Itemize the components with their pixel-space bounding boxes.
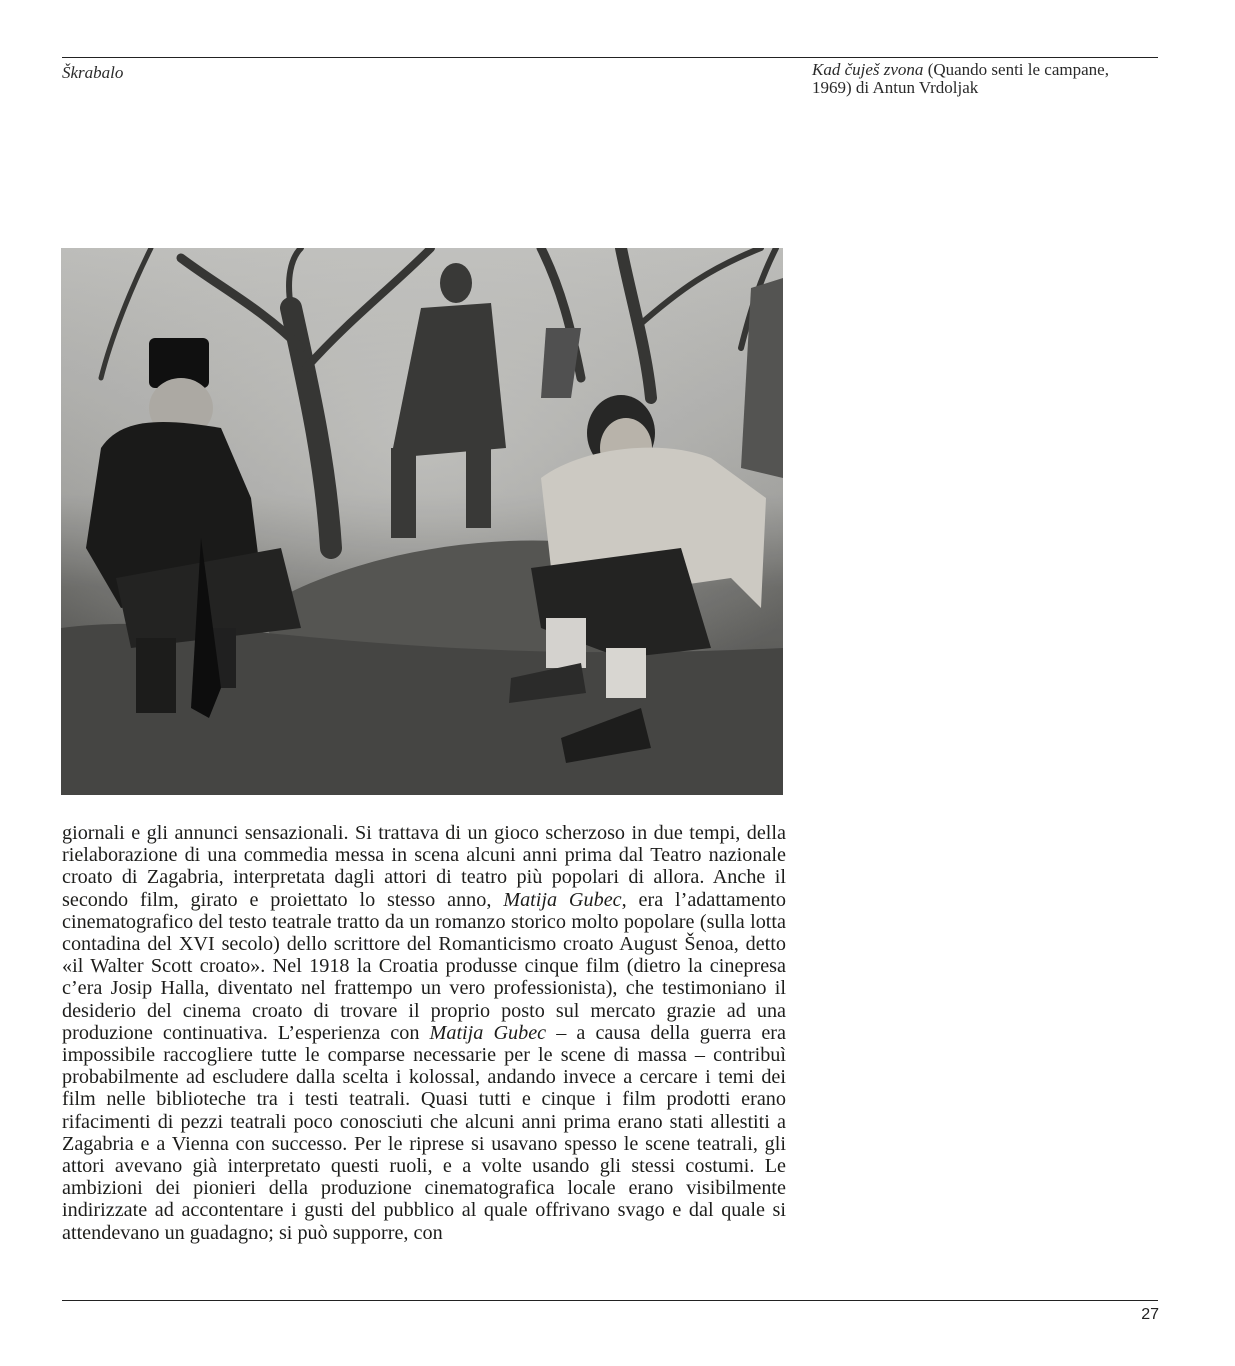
body-text-part-3: – a causa della guerra era impossibile raccogliere tutte le comparse necessarie per le scene di massa – contribuì probabilmente ad escludere dalla scelta i kolossal, andando invece a cercare i temi dei film nelle biblioteche tra i testi teatrali. Quasi tutti e cinque i film prodotti erano rifacimenti di pezzi teatrali poco conosciuti che alcuni anni prima erano stati allestiti a Zagabria e a Vienna con successo. Per le riprese si usavano spesso le scene teatrali, gli attori avevano già interpretato questi ruoli, e a volte usando gli stessi costumi. Le ambizioni dei pionieri della produzione cinematografica locale erano visibilmente indirizzate ad accontentare i gusti del pubblico al quale offrivano svago e dal quale si attendevano un guadagno; si può supporre, con xyxy=(62,1021,786,1244)
film-still-photo xyxy=(61,248,783,795)
body-paragraph xyxy=(62,822,786,1244)
caption-details: (Quando senti le campane, 1969) di Antun Vrdoljak xyxy=(812,60,1109,97)
caption-film-title: Kad čuješ zvona xyxy=(812,60,924,79)
body-text-part-1: giornali e gli annunci sensazionali. Si trattava di un gioco scherzoso in due tempi, della rielaborazione di una commedia messa in scena alcuni anni prima dal Teatro nazionale croato di Zagabria, interpretata dagli attori di teatro più popolari di allora. Anche il secondo film, girato e proiettato lo stesso anno, xyxy=(62,822,786,911)
page-number: 27 xyxy=(1141,1306,1159,1323)
running-head-author: Škrabalo xyxy=(62,63,124,82)
photo-caption xyxy=(812,61,1152,97)
footer-rule xyxy=(62,1300,1158,1301)
header-rule xyxy=(62,57,1158,58)
body-text-part-2: , era l’adattamento cinematografico del testo teatrale tratto da un romanzo storico molto popolare (sulla lotta contadina del XVI secolo) dello scrittore del Romanticismo croato August Šenoa, detto «il Walter Scott croato». Nel 1918 la Croatia produsse cinque film (dietro la cinepresa c’era Josip Halla, diventato nel frattempo un vero professionista), che testimoniano il desiderio del cinema croato di trovare il proprio posto sul mercato grazie ad una produzione continuativa. L’esperienza con xyxy=(62,888,786,1044)
film-still-image xyxy=(61,248,783,795)
body-italic-film-title-1: Matija Gubec xyxy=(503,888,622,911)
body-italic-film-title-2: Matija Gubec xyxy=(429,1021,547,1044)
